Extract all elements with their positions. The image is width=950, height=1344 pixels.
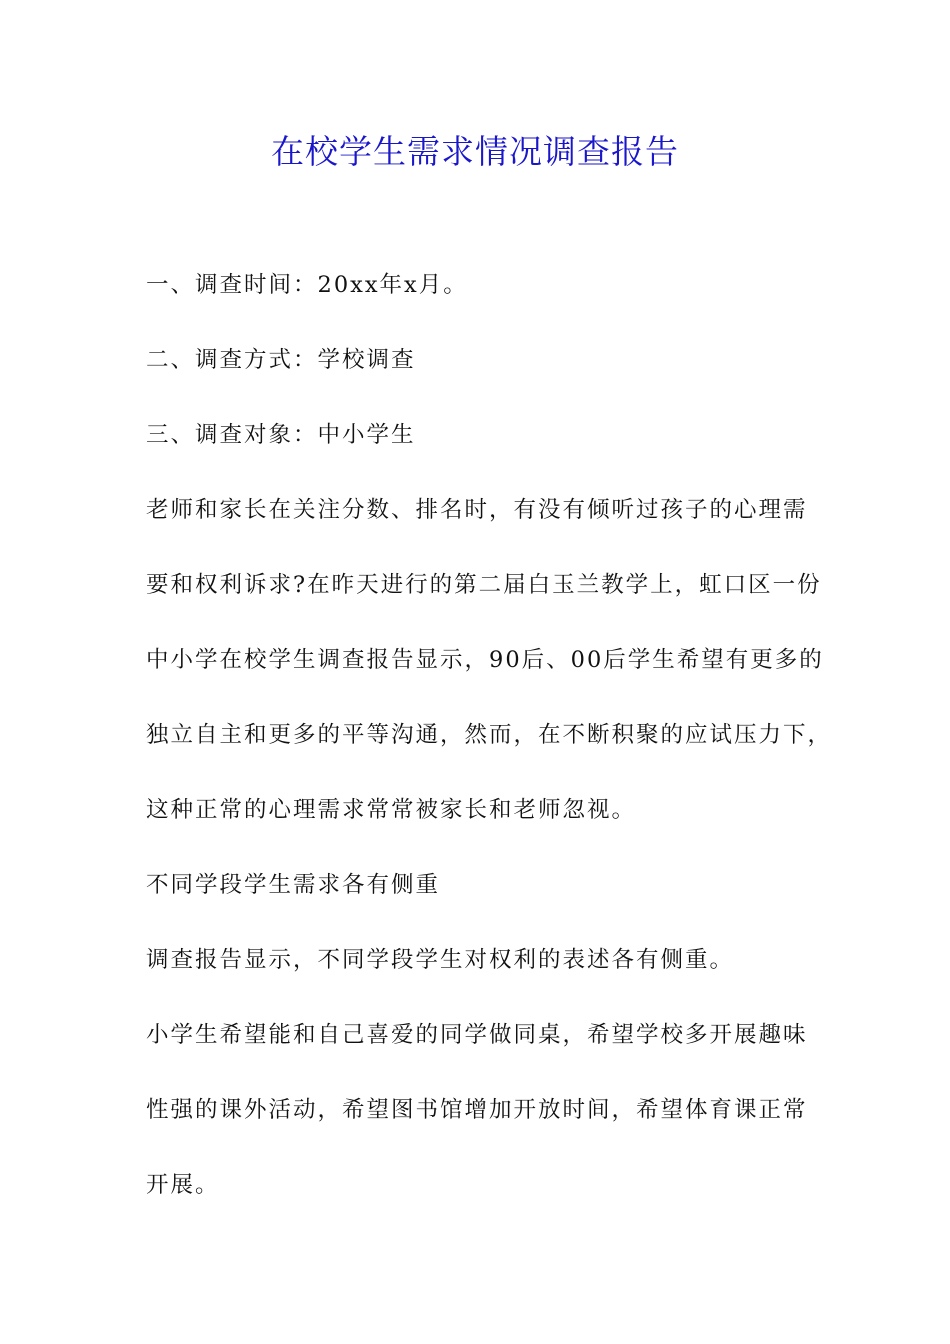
paragraph-line: 这种正常的心理需求常常被家长和老师忽视。: [146, 797, 637, 823]
survey-time-line: 一、调查时间：20xx年x月。: [146, 272, 468, 298]
survey-target-line: 三、调查对象：中小学生: [146, 422, 416, 448]
paragraph-line: 小学生希望能和自己喜爱的同学做同桌，希望学校多开展趣味: [146, 1022, 808, 1048]
paragraph-line: 老师和家长在关注分数、排名时，有没有倾听过孩子的心理需: [146, 497, 808, 523]
document-title: 在校学生需求情况调查报告: [271, 132, 679, 171]
paragraph-line: 要和权利诉求?在昨天进行的第二届白玉兰教学上，虹口区一份: [146, 572, 822, 598]
paragraph-line: 独立自主和更多的平等沟通，然而，在不断积聚的应试压力下，: [146, 722, 833, 748]
section-heading: 不同学段学生需求各有侧重: [146, 872, 441, 898]
paragraph-line: 调查报告显示，不同学段学生对权利的表述各有侧重。: [146, 947, 735, 973]
survey-method-line: 二、调查方式：学校调查: [146, 347, 416, 373]
paragraph-line: 中小学在校学生调查报告显示，90后、00后学生希望有更多的: [146, 647, 824, 673]
paragraph-line: 性强的课外活动，希望图书馆增加开放时间，希望体育课正常: [146, 1097, 808, 1123]
paragraph-line: 开展。: [146, 1172, 220, 1198]
